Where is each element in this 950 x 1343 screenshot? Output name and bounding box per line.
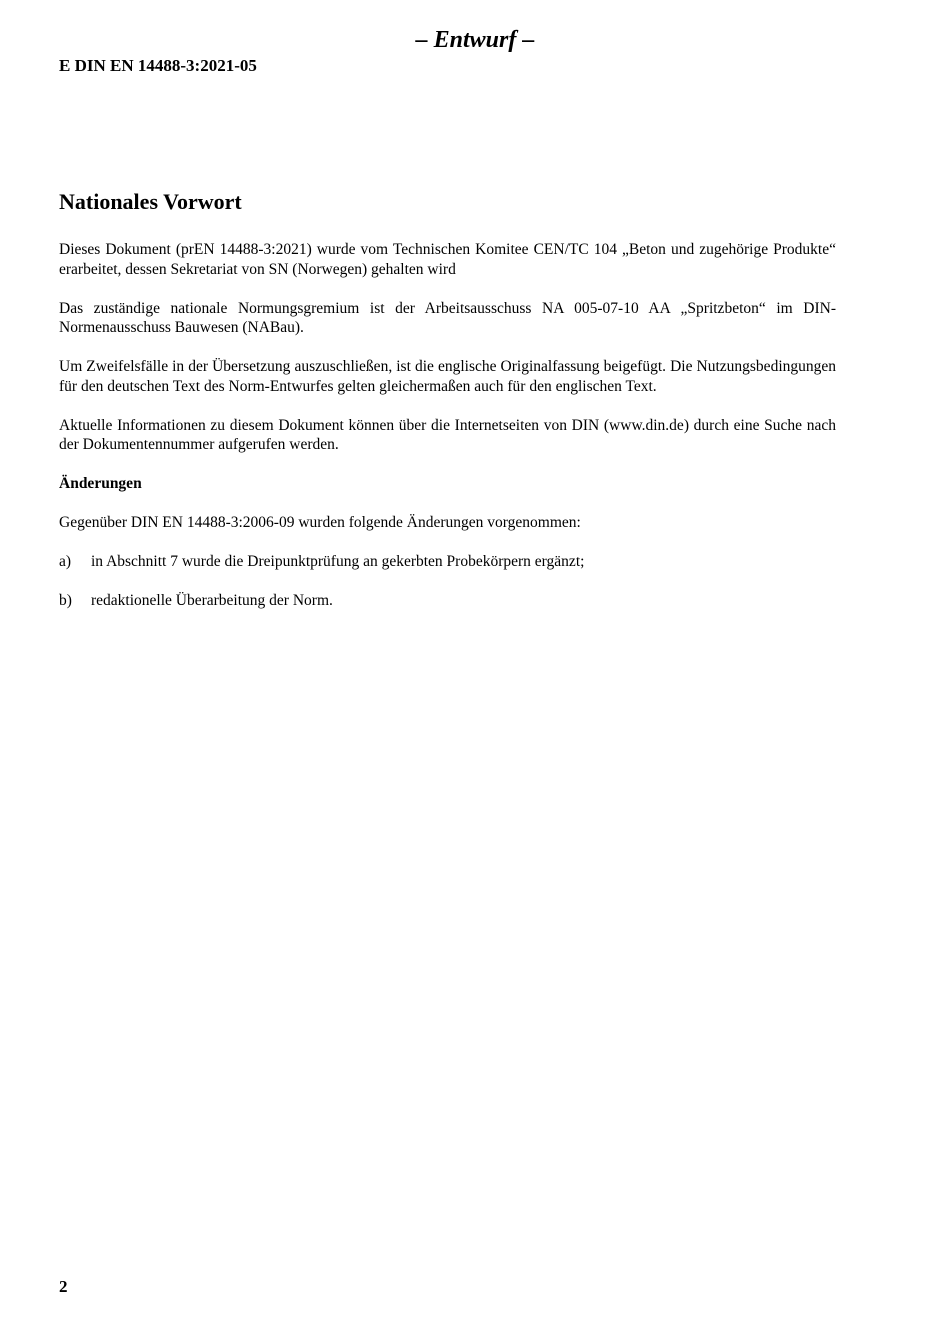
page-number: 2: [59, 1277, 68, 1296]
page-content: [59, 188, 836, 630]
list-marker: b): [59, 592, 72, 609]
list-text: in Abschnitt 7 wurde die Dreipunktprüfung an gekerbten Probekörpern ergänzt;: [91, 553, 585, 570]
paragraph: Um Zweifelsfälle in der Übersetzung auszuschließen, ist die englische Originalfassung beigefügt. Die Nutzungsbedingungen für den deutschen Text des Norm-Entwurfes gelten gleichermaßen auch für den englischen Text.: [59, 358, 836, 395]
draft-watermark-heading: – Entwurf –: [415, 27, 535, 53]
paragraph: Dieses Dokument (prEN 14488-3:2021) wurde vom Technischen Komitee CEN/TC 104 „Beton und zugehörige Produkte“ erarbeitet, dessen Sekretariat von SN (Norwegen) gehalten wird: [59, 241, 836, 278]
document-identifier: E DIN EN 14488-3:2021-05: [59, 56, 257, 75]
section-title: Nationales Vorwort: [59, 189, 242, 214]
list-marker: a): [59, 553, 72, 570]
subsection-title: Änderungen: [59, 475, 142, 492]
paragraph: Aktuelle Informationen zu diesem Dokument können über die Internetseiten von DIN (www.din.de) durch eine Suche nach der Dokumentennummer aufgerufen werden.: [59, 416, 836, 453]
list-text: redaktionelle Überarbeitung der Norm.: [91, 592, 333, 609]
changes-intro: Gegenüber DIN EN 14488-3:2006-09 wurden folgende Änderungen vorgenommen:: [59, 514, 581, 531]
list-item: [59, 552, 836, 572]
list-item: [59, 591, 836, 611]
paragraph: Das zuständige nationale Normungsgremium ist der Arbeitsausschuss NA 005-07-10 AA „Spritzbeton“ im DIN-Normenausschuss Bauwesen (NABau).: [59, 299, 836, 336]
